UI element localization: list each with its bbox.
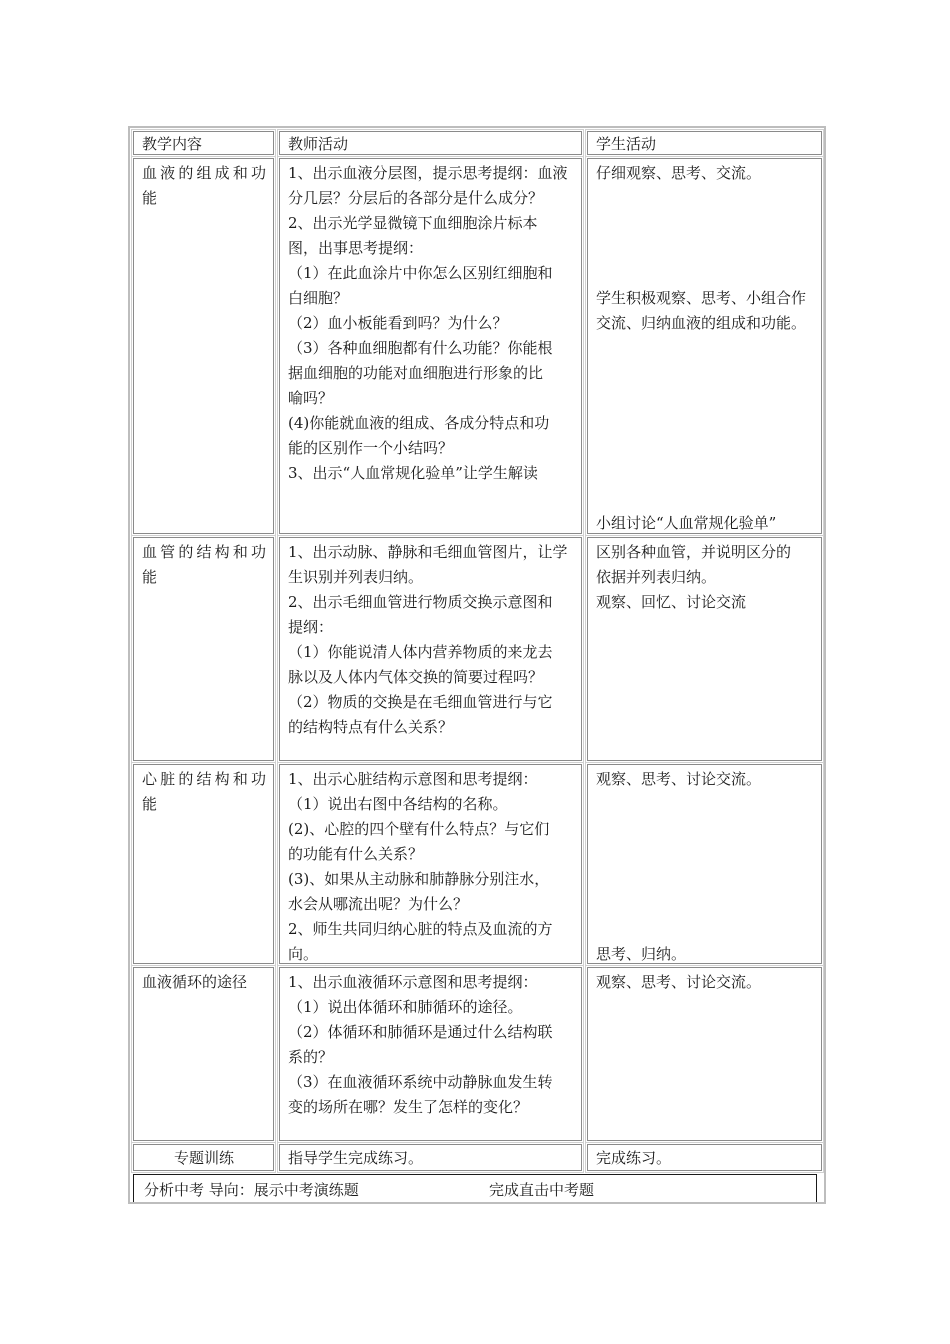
row3-teacher-line: (2)、心腔的四个壁有什么特点？与它们 xyxy=(288,820,550,838)
row5-teacher-line: 指导学生完成练习。 xyxy=(288,1149,424,1167)
row3-teacher-line: 1、出示心脏结构示意图和思考提纲： xyxy=(288,770,538,788)
row3-student xyxy=(587,764,822,964)
row1-teacher-line: 据血细胞的功能对血细胞进行形象的比 xyxy=(288,364,544,382)
row1-teacher-line: 能的区别作一个小结吗？ xyxy=(288,439,454,457)
row1-student-line: 小组讨论“人血常规化验单” xyxy=(596,514,777,532)
footer-row xyxy=(133,1174,817,1204)
row2-student-line: 观察、回忆、讨论交流 xyxy=(596,593,747,611)
header-teacher xyxy=(279,131,582,155)
row3-teacher-line: 水会从哪流出呢？为什么？ xyxy=(288,895,469,913)
row1-student-line: 交流、归纳血液的组成和功能。 xyxy=(596,314,807,332)
row3-content-line: 能 xyxy=(142,795,158,813)
header-student-label: 学生活动 xyxy=(596,135,657,153)
row2-teacher-line: （1）你能说清人体内营养物质的来龙去 xyxy=(288,643,553,661)
row3-student-line: 思考、归纳。 xyxy=(596,945,687,963)
footer-left-text: 分析中考 导向：展示中考演练题 xyxy=(144,1181,359,1199)
row4-student xyxy=(587,967,822,1141)
row1-teacher-line: （1）在此血涂片中你怎么区别红细胞和 xyxy=(288,264,553,282)
row1-teacher-line: 2、出示光学显微镜下血细胞涂片标本 xyxy=(288,214,538,232)
row2-teacher-line: 的结构特点有什么关系？ xyxy=(288,718,454,736)
row4-teacher-line: 变的场所在哪？发生了怎样的变化？ xyxy=(288,1098,529,1116)
row1-teacher-line: 1、出示血液分层图，提示思考提纲：血液 xyxy=(288,164,568,182)
row5-content xyxy=(133,1144,274,1171)
row4-student-line: 观察、思考、讨论交流。 xyxy=(596,973,762,991)
header-content xyxy=(133,131,274,155)
row2-teacher-line: 1、出示动脉、静脉和毛细血管图片，让学 xyxy=(288,543,568,561)
row1-content xyxy=(133,158,274,534)
row2-teacher xyxy=(279,537,582,761)
row3-teacher-line: (3)、如果从主动脉和肺静脉分别注水， xyxy=(288,870,550,888)
row2-student-line: 区别各种血管，并说明区分的 xyxy=(596,543,792,561)
row1-teacher-line: （3）各种血细胞都有什么功能？你能根 xyxy=(288,339,553,357)
row2-student-line: 依据并列表归纳。 xyxy=(596,568,717,586)
header-teacher-label: 教师活动 xyxy=(288,135,349,153)
row2-teacher-line: 脉以及人体内气体交换的简要过程吗？ xyxy=(288,668,544,686)
row1-teacher-line: 喻吗？ xyxy=(288,389,334,407)
row3-student-line: 观察、思考、讨论交流。 xyxy=(596,770,762,788)
row4-teacher-line: （3）在血液循环系统中动静脉血发生转 xyxy=(288,1073,553,1091)
row2-student xyxy=(587,537,822,761)
row2-content-line: 能 xyxy=(142,568,158,586)
row1-teacher-line: 3、出示“人血常规化验单”让学生解读 xyxy=(288,464,538,482)
row2-content xyxy=(133,537,274,761)
row4-teacher-line: 1、出示血液循环示意图和思考提纲： xyxy=(288,973,538,991)
row5-student-line: 完成练习。 xyxy=(596,1149,672,1167)
row4-teacher-line: （1）说出体循环和肺循环的途径。 xyxy=(288,998,523,1016)
row4-teacher xyxy=(279,967,582,1141)
header-content-label: 教学内容 xyxy=(142,135,203,153)
row1-content-line: 血液的组成和功 xyxy=(142,164,266,182)
row2-teacher-line: 提纲： xyxy=(288,618,334,636)
row2-content-line: 血管的结构和功 xyxy=(142,543,266,561)
row4-teacher-line: （2）体循环和肺循环是通过什么结构联 xyxy=(288,1023,553,1041)
row1-teacher xyxy=(279,158,582,534)
row5-content-line: 专题训练 xyxy=(173,1149,234,1167)
row3-teacher-line: 2、师生共同归纳心脏的特点及血流的方 xyxy=(288,920,553,938)
row1-teacher-line: 图，出事思考提纲： xyxy=(288,239,424,257)
row3-teacher xyxy=(279,764,582,964)
row4-content xyxy=(133,967,274,1141)
row5-student xyxy=(587,1144,822,1171)
row1-teacher-line: 白细胞？ xyxy=(288,289,349,307)
row1-content-line: 能 xyxy=(142,189,158,207)
table-bottom-border xyxy=(128,1202,826,1204)
row4-content-line: 血液循环的途径 xyxy=(142,973,248,991)
row1-teacher-line: （2）血小板能看到吗？为什么？ xyxy=(288,314,508,332)
row1-teacher-line: (4)你能就血液的组成、各成分特点和功 xyxy=(288,414,550,432)
row3-teacher-line: 向。 xyxy=(288,945,319,963)
row1-student-line: 学生积极观察、思考、小组合作 xyxy=(596,289,807,307)
row5-teacher xyxy=(279,1144,582,1171)
row2-teacher-line: 生识别并列表归纳。 xyxy=(288,568,424,586)
row3-teacher-line: （1）说出右图中各结构的名称。 xyxy=(288,795,508,813)
row3-content-line: 心脏的结构和功 xyxy=(142,770,266,788)
row3-content xyxy=(133,764,274,964)
row2-teacher-line: （2）物质的交换是在毛细血管进行与它 xyxy=(288,693,553,711)
header-student xyxy=(587,131,822,155)
row1-student xyxy=(587,158,822,534)
row2-teacher-line: 2、出示毛细血管进行物质交换示意图和 xyxy=(288,593,553,611)
row1-student-line: 仔细观察、思考、交流。 xyxy=(596,164,762,182)
row1-teacher-line: 分几层？分层后的各部分是什么成分？ xyxy=(288,189,544,207)
row3-teacher-line: 的功能有什么关系？ xyxy=(288,845,424,863)
row4-teacher-line: 系的？ xyxy=(288,1048,334,1066)
footer-right-text: 完成直击中考题 xyxy=(489,1181,595,1199)
